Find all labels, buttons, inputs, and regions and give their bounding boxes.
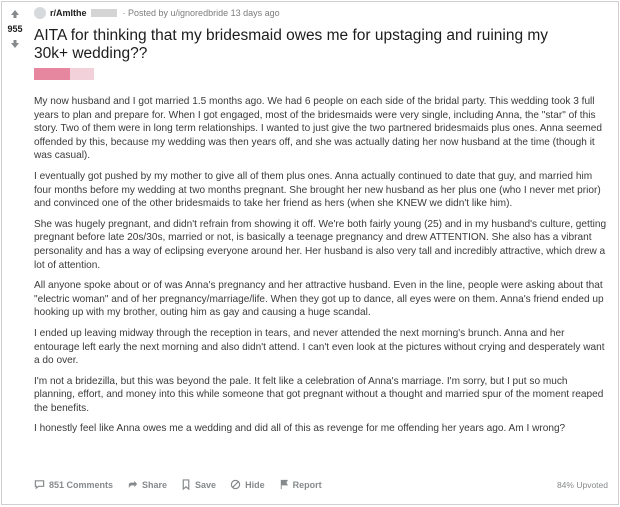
flag-icon xyxy=(279,479,289,490)
hide-icon xyxy=(230,479,241,490)
post-paragraph: I eventually got pushed by my mother to give all of them plus ones. Anna actually continued to date that guy, and married him four months before my wedding at two months pregnant. She brought her new husband as her plus one (who I never met prior) and convinced one of the other bridesmaids to take her friend as hers (when she KNEW we didn't like him). xyxy=(34,170,601,210)
comments-label: 851 Comments xyxy=(49,479,114,490)
post-paragraph: All anyone spoke about or of was Anna's pregnancy and her attractive husband. Even in the line, people were asking about that "electric woman" and of her pregnancy/marriage/life. When they got up to dance, all eyes were on them. Anna's friend ended up hooking up with my brother, outing him as gay and causing a huge scandal. xyxy=(34,280,604,319)
post-action-bar xyxy=(34,479,608,490)
post-title[interactable]: AITA for thinking that my bridesmaid owes me for upstaging and ruining my 30k+ wedding?? xyxy=(34,27,549,62)
hide-button[interactable] xyxy=(230,479,265,490)
post-paragraph: I'm not a bridezilla, but this was beyond the pale. It felt like a celebration of Anna's marriage. I'm sorry, but I put so much planning, effort, and money into this while someone that got pregnant without a thought and married spur of the moment reaped the benefits. xyxy=(34,375,604,414)
vote-score: 955 xyxy=(7,24,23,34)
bookmark-icon xyxy=(181,479,191,490)
hide-label: Hide xyxy=(245,479,265,490)
share-label: Share xyxy=(142,479,168,490)
save-button[interactable] xyxy=(181,479,216,490)
post-body xyxy=(34,95,608,436)
posted-by[interactable]: · Posted by u/ignoredbride 13 days ago xyxy=(122,8,280,18)
share-button[interactable] xyxy=(127,479,167,490)
post-meta xyxy=(34,2,608,24)
downvote-arrow-icon[interactable] xyxy=(9,38,21,50)
upvote-percentage: 84% Upvoted xyxy=(556,479,608,490)
vote-column xyxy=(2,2,28,50)
report-button[interactable] xyxy=(279,479,322,490)
report-label: Report xyxy=(292,479,322,490)
subreddit-link[interactable]: r/AmIthe xyxy=(50,8,87,18)
post-content xyxy=(34,2,608,443)
comment-icon xyxy=(34,479,45,490)
post-card xyxy=(1,1,619,505)
subreddit-icon xyxy=(34,7,46,19)
post-paragraph: My now husband and I got married 1.5 months ago. We had 6 people on each side of the bridal party. This wedding took 3 full years to plan and prepare for. When I got engaged, most of the bridesmaids were very single, including Anna, the "star" of this story. Two of them were in long term relationships. I wanted to just give the two partnered bridesmaids plus ones. Anna seemed offended by this, because my wedding was then years off, and she was actually dating her now husband at the time (though it was casual). xyxy=(34,96,602,162)
comments-button[interactable] xyxy=(34,479,113,490)
upvote-arrow-icon[interactable] xyxy=(9,8,21,20)
post-flair[interactable] xyxy=(34,63,608,85)
post-paragraph: I ended up leaving midway through the reception in tears, and never attended the next morning's brunch. Anna and her entourage left early the next morning and also didn't attend. I can't even look at the pictures without crying and desperately want a do over. xyxy=(34,327,605,367)
post-paragraph: I honestly feel like Anna owes me a wedding and did all of this as revenge for me offending her years ago. Am I wrong? xyxy=(34,423,566,435)
redaction-block xyxy=(91,9,117,17)
post-paragraph: She was hugely pregnant, and didn't refrain from showing it off. We're both fairly young (25) and in my husband's culture, getting pregnant before late 20s/30s, married or not, is basically a teenage pregnancy and drew ATTENTION. She also has a vibrant personality and has a way of eclipsing everyone around her. Her husband is also very tall and incredibly attractive, which drew a lot of attention. xyxy=(34,218,607,271)
share-icon xyxy=(127,479,138,490)
save-label: Save xyxy=(195,479,217,490)
